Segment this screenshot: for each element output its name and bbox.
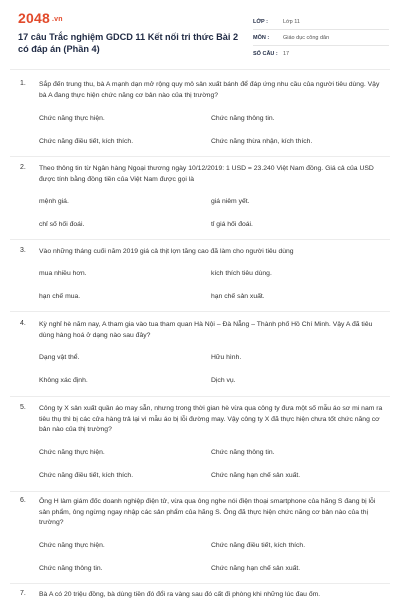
answer-option[interactable]: Chức năng thông tin. xyxy=(211,115,275,122)
document-title: 17 câu Trắc nghiệm GDCD 11 Kết nối tri thức Bài 2 có đáp án (Phần 4) xyxy=(18,32,239,54)
answer-option[interactable]: Chức năng điều tiết, kích thích. xyxy=(39,472,134,479)
answer-option[interactable]: Chức năng thực hiện. xyxy=(39,542,105,549)
question-text: Ông H làm giám đốc doanh nghiệp điện tử, vừa qua ông nghe nói điện thoại smartphone của hãng S đang bị lỗi sản phẩm, ông ngừng ngay nhập các sản phẩm của hãng S. Ông đã thực hiện chức năng cơ bản nào của thị trường? xyxy=(39,498,376,526)
question-divider xyxy=(10,239,390,240)
question-divider xyxy=(10,156,390,157)
answer-option[interactable]: kích thích tiêu dùng. xyxy=(211,270,272,277)
question-divider xyxy=(10,396,390,397)
meta-info xyxy=(253,14,389,61)
logo-suffix: .vn xyxy=(51,15,63,23)
header xyxy=(0,0,400,70)
site-logo[interactable] xyxy=(18,10,63,26)
answer-option[interactable]: giá niêm yết. xyxy=(211,198,250,205)
question-number: 5. xyxy=(20,404,26,411)
answer-option[interactable]: Chức năng điều tiết, kích thích. xyxy=(211,542,306,549)
answer-option[interactable]: Chức năng điều tiết, kích thích. xyxy=(39,138,134,145)
meta-key: MÔN : xyxy=(253,34,270,41)
header-divider xyxy=(10,69,390,70)
answer-option[interactable]: Không xác định. xyxy=(39,377,88,384)
question-divider xyxy=(10,583,390,584)
question-number: 7. xyxy=(20,590,26,597)
meta-key: SỐ CÂU : xyxy=(253,50,278,57)
answer-option[interactable]: Chức năng thực hiện. xyxy=(39,449,105,456)
question-text: Kỳ nghỉ hè năm nay, A tham gia vào tua tham quan Hà Nội – Đà Nẵng – Thành phố Hồ Chí Minh. Vậy A đã tiêu dùng hàng hoá ở dạng nào sau đây? xyxy=(39,321,373,339)
question-number: 6. xyxy=(20,497,26,504)
meta-row-count xyxy=(253,46,389,61)
question-divider xyxy=(10,311,390,312)
meta-value: 17 xyxy=(283,50,290,57)
answer-option[interactable]: Dạng vật thể. xyxy=(39,354,80,361)
question-number: 2. xyxy=(20,164,26,171)
meta-key: LỚP : xyxy=(253,18,268,25)
answer-option[interactable]: Chức năng thông tin. xyxy=(211,449,275,456)
answer-option[interactable]: mua nhiều hơn. xyxy=(39,270,87,277)
answer-option[interactable]: hạn chế sản xuất. xyxy=(211,293,265,300)
question-number: 4. xyxy=(20,320,26,327)
question-number: 1. xyxy=(20,80,26,87)
meta-row-subject xyxy=(253,30,389,46)
answer-option[interactable]: tỉ giá hối đoái. xyxy=(211,221,253,228)
answer-option[interactable]: Dịch vụ. xyxy=(211,377,236,384)
answer-option[interactable]: Chức năng hạn chế sản xuất. xyxy=(211,565,301,572)
question-text: Theo thông tin từ Ngân hàng Ngoại thương ngày 10/12/2019: 1 USD = 23.240 Việt Nam đồng. Giá cả của USD được tính bằng đồng tiền của Việt Nam được gọi là xyxy=(39,165,374,183)
question-text: Sắp đến trung thu, bà A mạnh dạn mở rộng quy mô sản xuất bánh để đáp ứng nhu cầu của người tiêu dùng. Vậy bà A đang thực hiện chức năng cơ bản nào của thị trường? xyxy=(39,81,380,99)
answer-option[interactable]: mệnh giá. xyxy=(39,198,69,205)
answer-option[interactable]: Chức năng hạn chế sản xuất. xyxy=(211,472,301,479)
logo-text: 2048 xyxy=(18,10,50,26)
question-text: Vào những tháng cuối năm 2019 giá cả thịt lợn tăng cao đã làm cho người tiêu dùng xyxy=(39,248,294,255)
answer-option[interactable]: Hữu hình. xyxy=(211,354,242,361)
meta-value: Lớp 11 xyxy=(283,18,300,25)
answer-option[interactable]: Chức năng thừa nhận, kích thích. xyxy=(211,138,313,145)
answer-option[interactable]: Chức năng thực hiện. xyxy=(39,115,105,122)
answer-option[interactable]: Chức năng thông tin. xyxy=(39,565,103,572)
answer-option[interactable]: hạn chế mua. xyxy=(39,293,81,300)
answer-option[interactable]: chỉ số hối đoái. xyxy=(39,221,85,228)
question-text: Bà A có 20 triệu đồng, bà dùng tiền đó đổi ra vàng sau đó cất đi phòng khi những lúc đau ốm. xyxy=(39,591,321,598)
question-number: 3. xyxy=(20,247,26,254)
question-text: Công ty X sản xuất quần áo may sẵn, nhưng trong thời gian hè vừa qua công ty đưa một số mẫu áo sơ mi nam ra tiêu thụ thì bị các cửa hàng trả lại vì mẫu áo bị lỗi đường may. Vậy công ty X đã thực hiện chưa tốt chức năng cơ bản nào của thị trường? xyxy=(39,405,383,433)
meta-value: Giáo dục công dân xyxy=(283,34,330,41)
meta-row-class xyxy=(253,14,389,30)
question-divider xyxy=(10,491,390,492)
